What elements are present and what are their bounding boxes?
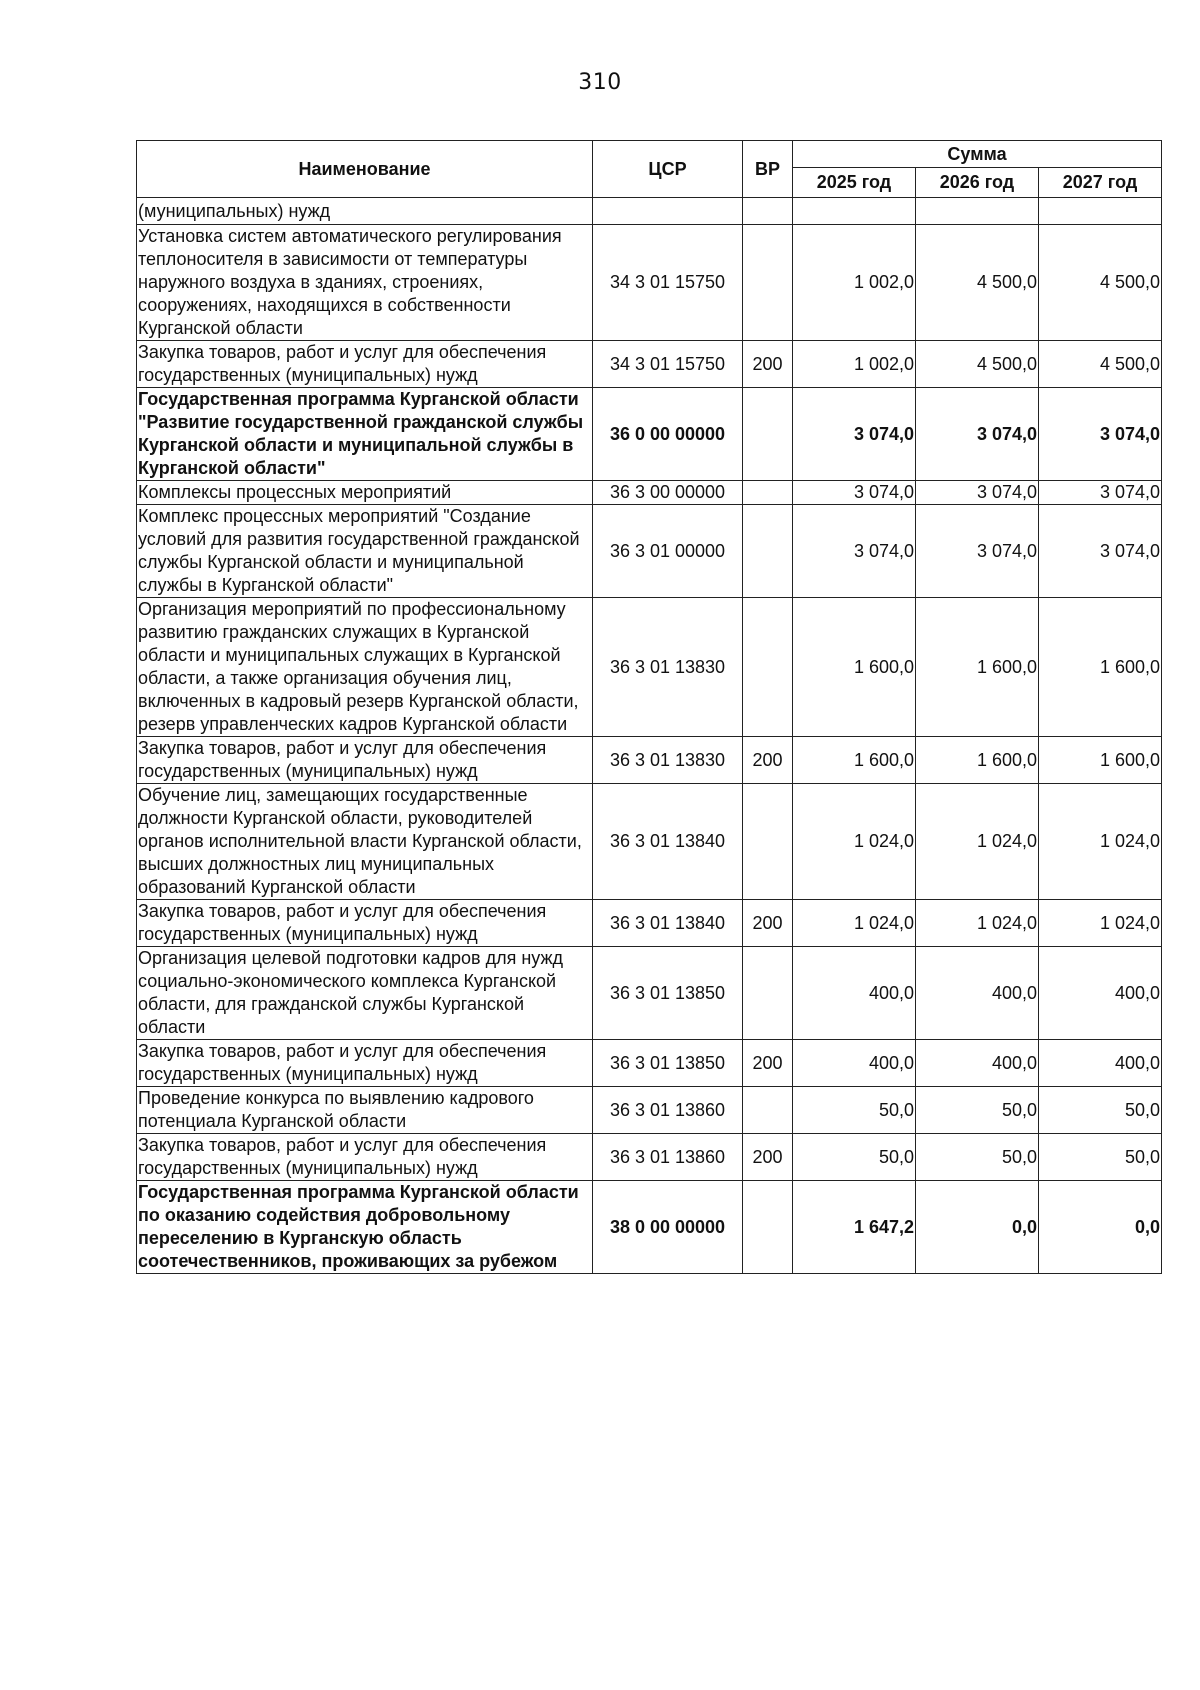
cell-sum-2027: 400,0 — [1039, 1040, 1162, 1087]
table-row — [137, 505, 1162, 598]
cell-sum-2025: 1 024,0 — [793, 900, 916, 947]
cell-sum-2027: 3 074,0 — [1039, 481, 1162, 505]
cell-sum-2027: 1 024,0 — [1039, 900, 1162, 947]
table-row — [137, 1087, 1162, 1134]
cell-name: Государственная программа Курганской области по оказанию содействия добровольному переселению в Курганскую область соотечественников, проживающих за рубежом — [137, 1181, 593, 1274]
cell-sum-2027: 3 074,0 — [1039, 388, 1162, 481]
cell-sum-2025: 1 647,2 — [793, 1181, 916, 1274]
cell-sum-2025: 400,0 — [793, 947, 916, 1040]
table-row — [137, 1134, 1162, 1181]
cell-sum-2027: 4 500,0 — [1039, 341, 1162, 388]
cell-name: Комплексы процессных мероприятий — [137, 481, 593, 505]
table-row — [137, 1040, 1162, 1087]
cell-csr: 36 3 01 13830 — [593, 737, 743, 784]
cell-sum-2027 — [1039, 198, 1162, 225]
cell-vr: 200 — [743, 1040, 793, 1087]
cell-sum-2026: 400,0 — [916, 947, 1039, 1040]
cell-csr: 38 0 00 00000 — [593, 1181, 743, 1274]
cell-sum-2025: 50,0 — [793, 1134, 916, 1181]
cell-sum-2026: 3 074,0 — [916, 505, 1039, 598]
cell-sum-2025: 1 600,0 — [793, 737, 916, 784]
cell-csr: 36 3 01 13840 — [593, 900, 743, 947]
cell-sum-2027: 50,0 — [1039, 1087, 1162, 1134]
cell-name: Закупка товаров, работ и услуг для обеспечения государственных (муниципальных) нужд — [137, 1040, 593, 1087]
cell-sum-2025: 400,0 — [793, 1040, 916, 1087]
cell-vr: 200 — [743, 737, 793, 784]
page-number: 310 — [578, 70, 622, 95]
cell-sum-2025: 1 002,0 — [793, 341, 916, 388]
table-row — [137, 947, 1162, 1040]
cell-name: Закупка товаров, работ и услуг для обеспечения государственных (муниципальных) нужд — [137, 1134, 593, 1181]
cell-sum-2027: 1 024,0 — [1039, 784, 1162, 900]
cell-csr: 36 3 01 13840 — [593, 784, 743, 900]
cell-vr: 200 — [743, 1134, 793, 1181]
cell-sum-2026: 1 024,0 — [916, 784, 1039, 900]
cell-sum-2026: 50,0 — [916, 1134, 1039, 1181]
cell-sum-2026: 0,0 — [916, 1181, 1039, 1274]
cell-sum-2025: 3 074,0 — [793, 388, 916, 481]
column-header-2025: 2025 год — [793, 168, 916, 198]
cell-sum-2027: 4 500,0 — [1039, 225, 1162, 341]
table-row — [137, 388, 1162, 481]
table-row — [137, 598, 1162, 737]
cell-name: (муниципальных) нужд — [137, 198, 593, 225]
cell-sum-2025: 1 024,0 — [793, 784, 916, 900]
cell-sum-2026: 4 500,0 — [916, 341, 1039, 388]
cell-name: Закупка товаров, работ и услуг для обеспечения государственных (муниципальных) нужд — [137, 900, 593, 947]
cell-csr: 36 0 00 00000 — [593, 388, 743, 481]
table-row — [137, 1181, 1162, 1274]
table-row — [137, 198, 1162, 225]
cell-vr — [743, 225, 793, 341]
cell-vr — [743, 505, 793, 598]
column-header-csr: ЦСР — [593, 141, 743, 198]
cell-sum-2026: 50,0 — [916, 1087, 1039, 1134]
cell-sum-2026: 4 500,0 — [916, 225, 1039, 341]
cell-sum-2027: 0,0 — [1039, 1181, 1162, 1274]
cell-sum-2025: 1 600,0 — [793, 598, 916, 737]
cell-vr: 200 — [743, 341, 793, 388]
cell-sum-2027: 400,0 — [1039, 947, 1162, 1040]
cell-csr: 36 3 00 00000 — [593, 481, 743, 505]
cell-sum-2027: 1 600,0 — [1039, 737, 1162, 784]
cell-vr: 200 — [743, 900, 793, 947]
cell-sum-2025: 3 074,0 — [793, 505, 916, 598]
column-header-sum: Сумма — [793, 141, 1162, 168]
table-row — [137, 481, 1162, 505]
cell-vr — [743, 1181, 793, 1274]
column-header-vr: ВР — [743, 141, 793, 198]
table-row — [137, 784, 1162, 900]
table-row — [137, 341, 1162, 388]
cell-name: Организация мероприятий по профессиональному развитию гражданских служащих в Курганской области и муниципальных служащих в Курганской области, а также организация обучения лиц, включенных в кадровый резерв Курганской области, резерв управленческих кадров Курганской области — [137, 598, 593, 737]
cell-sum-2025 — [793, 198, 916, 225]
cell-sum-2026: 3 074,0 — [916, 388, 1039, 481]
cell-sum-2025: 50,0 — [793, 1087, 916, 1134]
cell-name: Проведение конкурса по выявлению кадрового потенциала Курганской области — [137, 1087, 593, 1134]
column-header-2026: 2026 год — [916, 168, 1039, 198]
cell-sum-2026: 1 600,0 — [916, 737, 1039, 784]
cell-name: Организация целевой подготовки кадров для нужд социально-экономического комплекса Курганской области, для гражданской службы Курганской области — [137, 947, 593, 1040]
table-row — [137, 737, 1162, 784]
cell-csr: 36 3 01 00000 — [593, 505, 743, 598]
cell-csr — [593, 198, 743, 225]
budget-table — [136, 140, 1162, 1274]
cell-sum-2027: 50,0 — [1039, 1134, 1162, 1181]
cell-vr — [743, 598, 793, 737]
cell-name: Установка систем автоматического регулирования теплоносителя в зависимости от температуры наружного воздуха в зданиях, строениях, сооружениях, находящихся в собственности Курганской области — [137, 225, 593, 341]
table-row — [137, 225, 1162, 341]
cell-csr: 34 3 01 15750 — [593, 225, 743, 341]
cell-vr — [743, 388, 793, 481]
cell-sum-2026 — [916, 198, 1039, 225]
cell-csr: 36 3 01 13860 — [593, 1087, 743, 1134]
cell-sum-2026: 3 074,0 — [916, 481, 1039, 505]
cell-name: Комплекс процессных мероприятий "Создание условий для развития государственной гражданской службы Курганской области и муниципальной службы в Курганской области" — [137, 505, 593, 598]
cell-vr — [743, 1087, 793, 1134]
column-header-name: Наименование — [137, 141, 593, 198]
cell-sum-2027: 1 600,0 — [1039, 598, 1162, 737]
cell-csr: 36 3 01 13850 — [593, 1040, 743, 1087]
cell-vr — [743, 784, 793, 900]
table-header — [137, 141, 1162, 198]
cell-sum-2026: 1 600,0 — [916, 598, 1039, 737]
column-header-2027: 2027 год — [1039, 168, 1162, 198]
table-body — [137, 198, 1162, 1274]
cell-name: Закупка товаров, работ и услуг для обеспечения государственных (муниципальных) нужд — [137, 737, 593, 784]
cell-name: Государственная программа Курганской области "Развитие государственной гражданской службы Курганской области и муниципальной службы в Курганской области" — [137, 388, 593, 481]
cell-sum-2026: 1 024,0 — [916, 900, 1039, 947]
cell-name: Закупка товаров, работ и услуг для обеспечения государственных (муниципальных) нужд — [137, 341, 593, 388]
cell-csr: 36 3 01 13850 — [593, 947, 743, 1040]
cell-name: Обучение лиц, замещающих государственные должности Курганской области, руководителей органов исполнительной власти Курганской области, высших должностных лиц муниципальных образований Курганской области — [137, 784, 593, 900]
cell-sum-2025: 3 074,0 — [793, 481, 916, 505]
cell-csr: 34 3 01 15750 — [593, 341, 743, 388]
cell-vr — [743, 481, 793, 505]
cell-csr: 36 3 01 13830 — [593, 598, 743, 737]
cell-sum-2027: 3 074,0 — [1039, 505, 1162, 598]
cell-sum-2025: 1 002,0 — [793, 225, 916, 341]
cell-vr — [743, 947, 793, 1040]
cell-vr — [743, 198, 793, 225]
table-row — [137, 900, 1162, 947]
cell-csr: 36 3 01 13860 — [593, 1134, 743, 1181]
cell-sum-2026: 400,0 — [916, 1040, 1039, 1087]
